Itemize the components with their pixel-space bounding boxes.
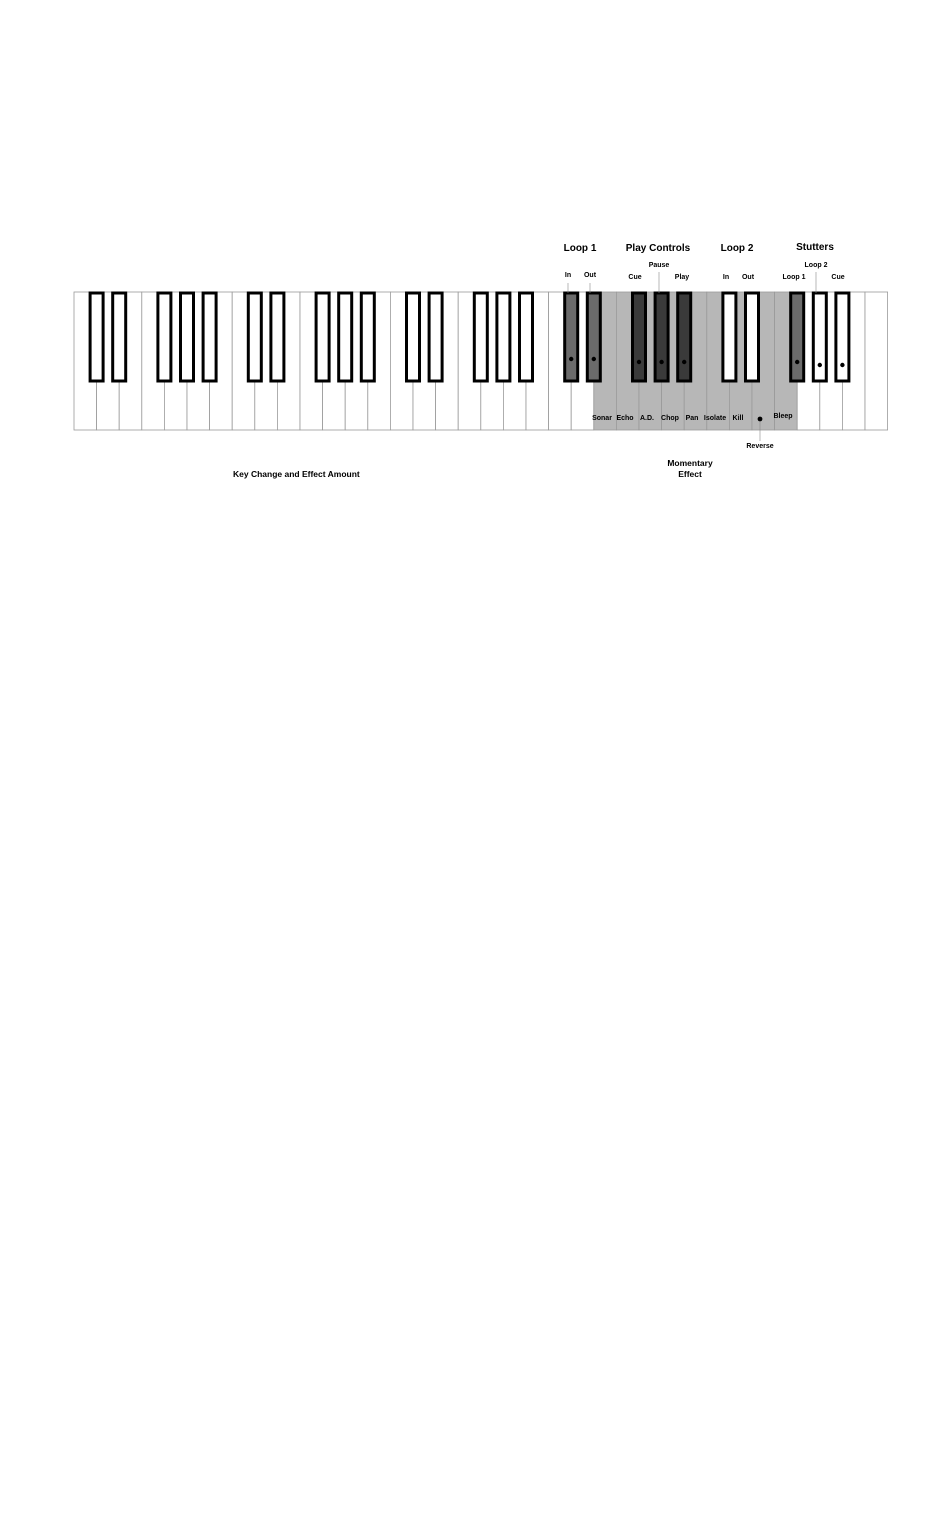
loop2-in-label: In bbox=[722, 274, 730, 281]
effect-label-ad: A.D. bbox=[640, 415, 654, 422]
black-key bbox=[271, 293, 284, 381]
loop1-heading: Loop 1 bbox=[563, 243, 597, 254]
black-key bbox=[678, 293, 691, 381]
loop1-in-label: In bbox=[564, 272, 572, 279]
loop1-out-label: Out bbox=[583, 272, 597, 279]
cue-label: Cue bbox=[628, 274, 642, 281]
black-key bbox=[565, 293, 578, 381]
loop2-out-label: Out bbox=[741, 274, 755, 281]
black-key bbox=[90, 293, 103, 381]
reverse-dot bbox=[758, 417, 763, 422]
black-key bbox=[113, 293, 126, 381]
key-dot bbox=[659, 360, 663, 364]
key-dot bbox=[818, 363, 822, 367]
black-key bbox=[474, 293, 487, 381]
stutters-heading: Stutters bbox=[796, 242, 834, 253]
black-key bbox=[633, 293, 646, 381]
stutter-loop1-label: Loop 1 bbox=[782, 274, 806, 281]
black-key bbox=[836, 293, 849, 381]
play-controls-heading: Play Controls bbox=[625, 243, 691, 254]
key-dot bbox=[682, 360, 686, 364]
stutter-cue-label: Cue bbox=[831, 274, 845, 281]
loop2-heading: Loop 2 bbox=[720, 243, 754, 254]
black-key bbox=[791, 293, 804, 381]
key-dot bbox=[637, 360, 641, 364]
stutter-loop2-label: Loop 2 bbox=[804, 262, 828, 269]
key-dot bbox=[569, 357, 573, 361]
reverse-label: Reverse bbox=[746, 443, 774, 450]
black-key bbox=[248, 293, 261, 381]
black-key bbox=[203, 293, 216, 381]
effect-label-pan: Pan bbox=[685, 415, 699, 422]
effect-label-bleep: Bleep bbox=[773, 413, 793, 420]
black-key bbox=[655, 293, 668, 381]
black-key bbox=[746, 293, 759, 381]
key-dot bbox=[592, 357, 596, 361]
black-key bbox=[158, 293, 171, 381]
key-dot bbox=[795, 360, 799, 364]
effect-label-sonar: Sonar bbox=[592, 415, 612, 422]
black-key bbox=[339, 293, 352, 381]
play-label: Play bbox=[674, 274, 690, 281]
momentary-effect-caption: Momentary Effect bbox=[667, 458, 713, 479]
black-key bbox=[723, 293, 736, 381]
effect-label-kill: Kill bbox=[732, 415, 744, 422]
black-key bbox=[813, 293, 826, 381]
black-key bbox=[429, 293, 442, 381]
key-dot bbox=[840, 363, 844, 367]
black-key bbox=[407, 293, 420, 381]
effect-label-isolate: Isolate bbox=[703, 415, 727, 422]
black-key bbox=[181, 293, 194, 381]
black-key bbox=[316, 293, 329, 381]
black-key bbox=[587, 293, 600, 381]
pause-label: Pause bbox=[648, 262, 670, 269]
black-key bbox=[497, 293, 510, 381]
key-change-caption: Key Change and Effect Amount bbox=[233, 469, 360, 479]
white-key bbox=[865, 292, 888, 430]
black-key bbox=[520, 293, 533, 381]
black-key bbox=[361, 293, 374, 381]
effect-label-chop: Chop bbox=[661, 415, 679, 422]
effect-label-echo: Echo bbox=[616, 415, 634, 422]
